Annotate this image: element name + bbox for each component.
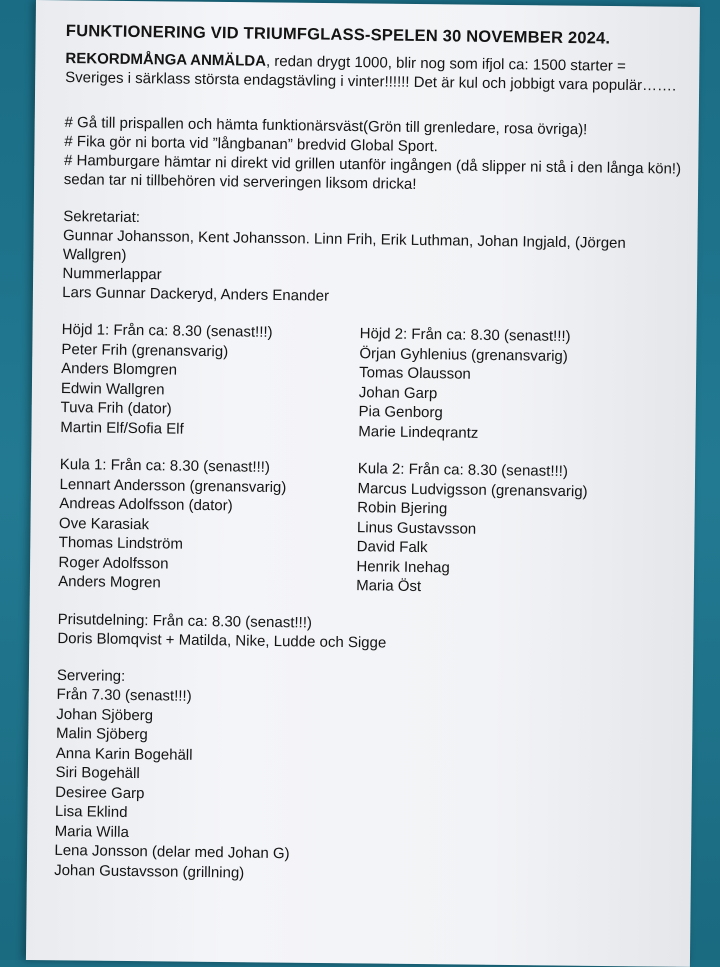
hojd1-heading: Höjd 1: Från ca: 8.30 (senast!!!) — [61, 320, 273, 341]
list-item: Anders Mogren — [58, 572, 161, 592]
list-item: Anders Blomgren — [61, 359, 178, 379]
servering-heading: Servering: — [56, 666, 126, 685]
list-item: Ove Karasiak — [58, 514, 150, 533]
hojd2-group — [358, 324, 660, 445]
list-item: Siri Bogehäll — [55, 763, 140, 783]
list-item: Martin Elf/Sofia Elf — [60, 418, 184, 438]
kula2-group — [356, 459, 658, 600]
list-item: Edwin Wallgren — [60, 379, 165, 398]
list-item: Maria Öst — [356, 577, 422, 596]
hojd2-heading: Höjd 2: Från ca: 8.30 (senast!!!) — [359, 325, 571, 346]
instruction-item: # Fika gör ni borta vid ”långbanan” bredvid Global Sport. — [64, 132, 438, 156]
hojd1-group — [60, 320, 360, 441]
list-item: Thomas Lindström — [58, 533, 184, 553]
list-item: Lennart Andersson (grenansvarig) — [59, 475, 287, 496]
list-item: Marcus Ludvigsson (grenansvarig) — [357, 479, 588, 500]
list-item: Andreas Adolfsson (dator) — [59, 494, 233, 515]
kula2-heading: Kula 2: Från ca: 8.30 (senast!!!) — [357, 460, 569, 481]
sekretariat-names: Gunnar Johansson, Kent Johansson. Linn Frih, Erik Luthman, Johan Ingjald, (Jörgen Wallgren) — [62, 226, 626, 264]
instructions-list — [64, 113, 685, 198]
list-item: Malin Sjöberg — [55, 724, 148, 744]
servering-time: Från 7.30 (senast!!!) — [56, 685, 192, 705]
list-item: Pia Genborg — [358, 403, 443, 422]
nummerlappar-heading: Nummerlappar — [62, 264, 162, 284]
list-item: Peter Frih (grenansvarig) — [61, 340, 229, 360]
list-item: Roger Adolfsson — [58, 553, 169, 572]
intro-bold: REKORDMÅNGA ANMÄLDA — [65, 49, 267, 70]
list-item: Tomas Olausson — [359, 364, 471, 383]
sekretariat-section — [62, 207, 683, 311]
list-item: Johan Sjöberg — [56, 705, 154, 724]
list-item: Tuva Frih (dator) — [60, 398, 172, 418]
nummerlappar-names: Lars Gunnar Dackeryd, Anders Enander — [62, 283, 330, 305]
list-item: Marie Lindeqrantz — [358, 422, 479, 442]
servering-section — [54, 665, 677, 888]
notice-document — [54, 22, 686, 889]
sekretariat-heading: Sekretariat: — [63, 207, 141, 227]
hojd-groups — [60, 320, 682, 446]
list-item: David Falk — [356, 538, 428, 557]
list-item: Robin Bjering — [357, 499, 448, 518]
list-item: Lisa Eklind — [54, 802, 128, 821]
kula-groups — [58, 455, 680, 600]
list-item: Henrik Inehag — [356, 557, 450, 576]
prisutdelning-heading: Prisutdelning: Från ca: 8.30 (senast!!!) — [57, 610, 313, 631]
instruction-item: # Gå till prispallen och hämta funktionärsväst(Grön till grenledare, rosa övriga)! — [64, 113, 588, 139]
list-item: Linus Gustavsson — [356, 518, 477, 538]
instruction-item: # Hamburgare hämtar ni direkt vid grillen utanför ingången (då slipper ni stå i den långa kön!) sedan tar ni tillbehören vid serveringen liksom dricka! — [63, 151, 682, 193]
list-item: Maria Willa — [54, 822, 130, 841]
list-item: Johan Gustavsson (grillning) — [54, 861, 245, 882]
kula1-group — [58, 455, 358, 596]
prisutdelning-names: Doris Blomqvist + Matilda, Nike, Ludde och Sigge — [57, 629, 387, 652]
list-item: Lena Jonsson (delar med Johan G) — [54, 841, 290, 863]
kula1-heading: Kula 1: Från ca: 8.30 (senast!!!) — [59, 455, 271, 476]
list-item: Anna Karin Bogehäll — [55, 744, 193, 764]
list-item: Desiree Garp — [55, 783, 145, 802]
intro-rest: , redan drygt 1000, blir nog som ifjol ca: 1500 starter = Sveriges i särklass största endagstävling i vinter!!!!!! Det är kul och jobbigt vara populär……. — [65, 52, 677, 95]
list-item: Örjan Gyhlenius (grenansvarig) — [359, 344, 568, 365]
notice-title: FUNKTIONERING VID TRIUMFGLASS-SPELEN 30 NOVEMBER 2024. — [65, 22, 611, 48]
list-item: Johan Garp — [358, 383, 438, 402]
